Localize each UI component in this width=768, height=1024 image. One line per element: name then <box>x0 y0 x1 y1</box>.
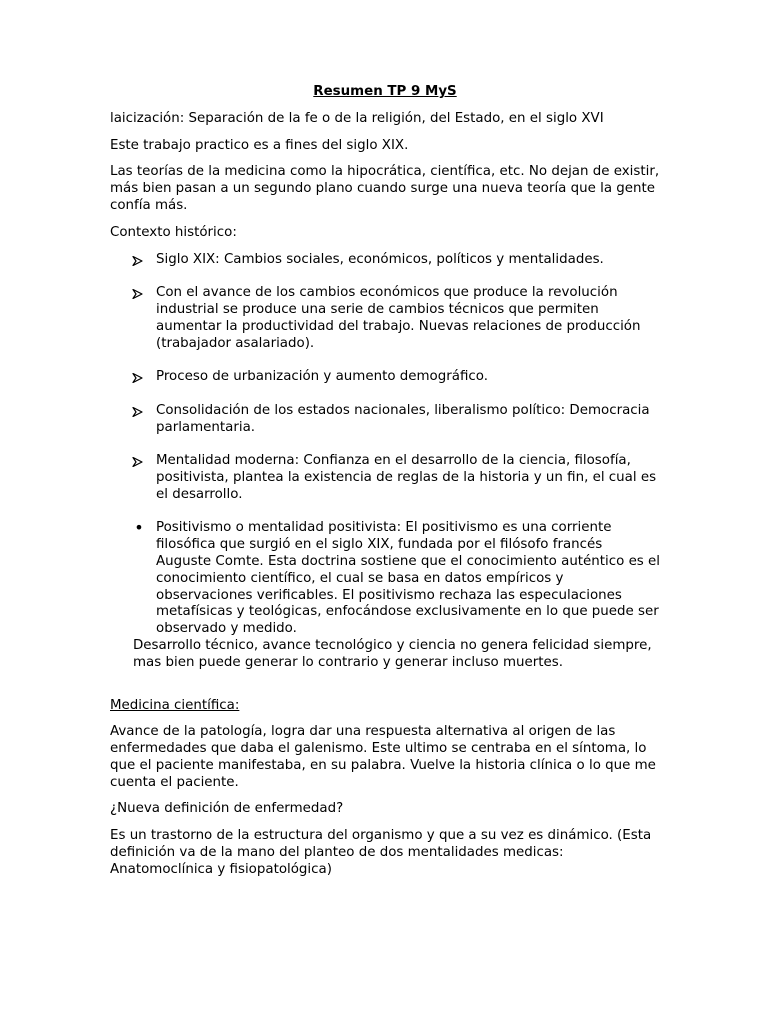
section-paragraph: Avance de la patología, logra dar una respuesta alternativa al origen de las enfermedades que daba el galenismo. Este ultimo se centraba en el síntoma, lo que el paciente manifestaba, en su palabra. Vuelve la historia clínica o lo que me cuenta el paciente. <box>110 724 656 790</box>
intro-paragraph: Este trabajo practico es a fines del siglo XIX. <box>110 137 409 153</box>
section-paragraph: Es un trastorno de la estructura del organismo y que a su vez es dinámico. (Esta definición va de la mano del planteo de dos mentalidades medicas: Anatomoclínica y fisiopatológica) <box>110 828 652 877</box>
list-item-text: Siglo XIX: Cambios sociales, económicos, políticos y mentalidades. <box>156 251 604 267</box>
context-bullet-list <box>110 252 660 638</box>
list-item <box>110 252 660 269</box>
list-item-text: Positivismo o mentalidad positivista: El positivismo es una corriente filosófica que surgió en el siglo XIX, fundada por el filósofo francés Auguste Comte. Esta doctrina sostiene que el conocimiento auténtico es el conocimiento científico, el cual se basa en datos empíricos y observaciones verificables. El positivismo rechaza las especulaciones metafísicas y teológicas, enfocándose exclusivamente en lo que puede ser observado y medido. <box>156 520 660 637</box>
section-question: ¿Nueva definición de enfermedad? <box>110 801 344 817</box>
document-page <box>110 84 660 889</box>
arrow-bullet-icon <box>132 285 146 299</box>
list-item <box>110 285 660 352</box>
arrow-bullet-icon <box>132 369 146 383</box>
dot-bullet-icon: • <box>134 518 144 538</box>
section-heading: Medicina científica: <box>110 697 240 713</box>
list-item-text: Consolidación de los estados nacionales, liberalismo político: Democracia parlamentaria. <box>156 402 650 435</box>
arrow-bullet-icon <box>132 403 146 417</box>
list-item <box>110 453 660 503</box>
list-item-text: Con el avance de los cambios económicos que produce la revolución industrial se produce una serie de cambios técnicos que permiten aumentar la productividad del trabajo. Nuevas relaciones de producción (trabajador asalariado). <box>156 285 641 351</box>
list-item <box>110 520 660 638</box>
arrow-bullet-icon <box>132 252 146 266</box>
list-item-text: Proceso de urbanización y aumento demográfico. <box>156 369 488 385</box>
list-item <box>110 369 660 386</box>
intro-paragraph: Las teorías de la medicina como la hipocrática, científica, etc. No dejan de existir, más bien pasan a un segundo plano cuando surge una nueva teoría que la gente confía más. <box>110 164 660 213</box>
document-title: Resumen TP 9 MyS <box>313 84 457 99</box>
after-bullets-paragraph: Desarrollo técnico, avance tecnológico y ciencia no genera felicidad siempre, mas bien puede generar lo contrario y generar incluso muertes. <box>133 637 652 670</box>
list-item <box>110 403 660 437</box>
list-item-text: Mentalidad moderna: Confianza en el desarrollo de la ciencia, filosofía, positivista, plantea la existencia de reglas de la historia y un fin, el cual es el desarrollo. <box>156 453 657 502</box>
arrow-bullet-icon <box>132 453 146 467</box>
context-label: Contexto histórico: <box>110 224 237 240</box>
intro-paragraph: laicización: Separación de la fe o de la religión, del Estado, en el siglo XVI <box>110 110 604 126</box>
